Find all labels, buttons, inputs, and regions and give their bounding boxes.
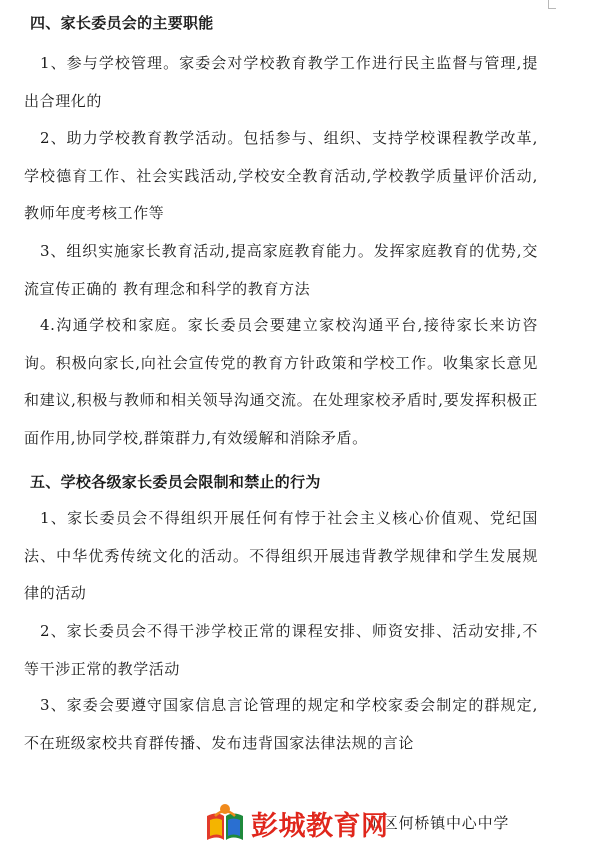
paragraph-4-2: 2、助力学校教育教学活动。包括参与、组织、支持学校课程教学改革,学校德育工作、社会实践活动,学校安全教育活动,学校教学质量评价活动,教师年度考核工作等	[24, 129, 538, 222]
section-heading-5: 五、学校各级家长委员会限制和禁止的行为	[30, 473, 321, 491]
paragraph-4-1: 1、参与学校管理。家委会对学校教育教学工作进行民主监督与管理,提出合理化的	[24, 54, 538, 110]
paragraph-4-4: 4.沟通学校和家庭。家长委员会要建立家校沟通平台,接待家长来访咨询。积极向家长,向社会宣传党的教育方针政策和学校工作。收集家长意见和建议,积极与教师和相关领导沟通交流。在处理家校矛盾时,要发挥积极正面作用,协同学校,群策群力,有效缓解和消除矛盾。	[24, 316, 538, 447]
watermark-text: 彭城教育网	[251, 810, 389, 842]
watermark	[203, 800, 389, 846]
paragraph-4-3: 3、组织实施家长教育活动,提高家庭教育能力。发挥家庭教育的优势,交流宣传正确的 教有理念和科学的教育方法	[24, 242, 538, 298]
page-corner-mark	[548, 0, 549, 9]
paragraph-5-2: 2、家长委员会不得干涉学校正常的课程安排、师资安排、活动安排,不等干涉正常的教学活动	[24, 622, 538, 678]
paragraph-5-1: 1、家长委员会不得组织开展任何有悖于社会主义核心价值观、党纪国法、中华优秀传统文化的活动。不得组织开展违背教学规律和学生发展规律的活动	[24, 509, 538, 602]
footer-school-name: 山区何桥镇中心中学	[367, 814, 510, 832]
section-heading-4: 四、家长委员会的主要职能	[30, 14, 214, 32]
paragraph-5-3: 3、家委会要遵守国家信息言论管理的规定和学校家委会制定的群规定,不在班级家校共育群传播、发布违背国家法律法规的言论	[24, 696, 538, 752]
book-logo-icon	[203, 802, 247, 844]
